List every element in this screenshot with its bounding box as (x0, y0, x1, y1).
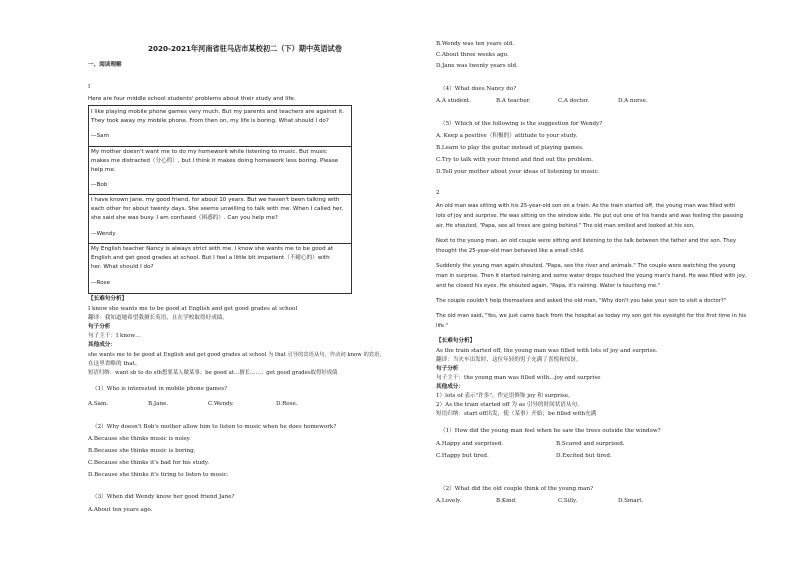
option-b[interactable]: B.A teacher. (496, 98, 531, 104)
letter-signature: —Bob (91, 182, 108, 188)
option-d[interactable]: D.Tell your mother about your ideas of listening to music. (436, 169, 600, 175)
letter-line: English and get good grades at school. But I feel a little bit impatient（不耐心的）with (91, 255, 330, 261)
letter-line: makes me distracted（分心的）, but I think it makes doing homework less boring. Please (91, 158, 339, 164)
question-3: （3）When did Wendy know her good friend Jane? (92, 494, 235, 500)
option-d[interactable]: D.Because she thinks it's tiring to listen to music. (88, 472, 229, 478)
exam-title: 2020-2021年河南省驻马店市某校初二（下）期中英语试卷 (148, 44, 342, 53)
option-c[interactable]: C.About three weeks ago. (436, 52, 509, 58)
question-1: （1）Who is interested in mobile phone games? (92, 386, 228, 392)
other-components-heading: 其他成分： (88, 342, 116, 348)
option-b[interactable]: B.Wendy was ten years old. (436, 41, 514, 47)
option-a[interactable]: A.Happy and surprised. (436, 441, 504, 447)
letter-line: help me. (91, 167, 116, 173)
passage-number: 2 (436, 190, 440, 196)
option-c[interactable]: C.Wendy. (208, 401, 234, 407)
letters-table (88, 105, 352, 294)
passage-line: thought the 25-year-old man behaved like a small child. (436, 248, 585, 254)
question-4: （4）What does Nancy do? (440, 86, 517, 92)
letter-line: My mother doesn't want me to do my homework while listening to music. But music (91, 149, 327, 155)
option-a[interactable]: A.Because she thinks music is noisy. (88, 436, 191, 442)
analysis-sentence: I know she wants me to be good at English and get good grades at school (88, 306, 298, 312)
option-a[interactable]: A. Keep a positive（积极的）attitude to your study. (436, 133, 578, 139)
other-components-heading: 其他成分： (436, 384, 464, 390)
option-d[interactable]: D.Excited but tired. (556, 453, 612, 459)
phrase-summary: 短语归纳：start off出发，使（某事）开始；be filled with充满 (436, 411, 597, 417)
passage-number: I (88, 84, 91, 90)
option-c[interactable]: C.Try to talk with your friend and find out the problem. (436, 157, 594, 163)
passage-line: The couple couldn't help themselves and asked the old man, "Why don't you take your son to visit a doctor?" (436, 298, 727, 304)
passage-intro: Here are four middle school students' problems about their study and life. (88, 96, 296, 102)
passage-line: lots of joy and surprise. He was sitting on the window side. He put out one of his hands and was feeling the passing (436, 213, 743, 219)
question-1: （1）How did the young man feel when he saw the trees outside the window? (440, 428, 661, 434)
option-a[interactable]: A.A student. (436, 98, 471, 104)
table-divider (89, 146, 351, 147)
option-d[interactable]: D.Rose. (276, 401, 298, 407)
question-2: （2）What did the old couple think of the young man? (440, 486, 594, 492)
option-d[interactable]: D.A nurse. (618, 98, 648, 104)
section-heading: 一、阅读理解 (88, 62, 122, 68)
passage-line: The old man said, "Yes, we just came back from the hospital as today my son got his eyesight for the first time in his (436, 313, 747, 319)
sentence-trunk: 句子主干：I know… (88, 333, 141, 339)
analysis-heading: 【长难句分析】 (88, 296, 128, 302)
option-b[interactable]: B.Because she thinks music is boring. (88, 448, 196, 454)
option-c[interactable]: C.Silly. (558, 498, 578, 504)
letter-line: she said she was busy. I am confused（困惑的）. Can you help me? (91, 215, 278, 221)
other-components-line: she wants me to be good at English and get good grades at school 为 that 引导的宾语从句，作动词 know 的宾语， (88, 352, 385, 358)
passage-line: Next to the young man, an old couple were sitting and listening to the talk between the father and the son. They (436, 238, 737, 244)
option-a[interactable]: A.Sam. (88, 401, 109, 407)
phrase-summary: 短语归纳：want sb to do sth想要某人做某事；be good at…擅长……；get good grades取得好成绩 (88, 370, 338, 376)
other-components-line: 2）As the train started off 为 as 引导的时间状语从句。 (436, 402, 583, 408)
analysis-heading: 【长难句分析】 (436, 338, 476, 344)
letter-line: I have known Jane, my good friend, for about 10 years. But we haven't been talking with (91, 197, 340, 203)
letter-line: They took away my mobile phone. From then on, my life is boring. What should I do? (91, 118, 329, 124)
letter-line: her. What should I do? (91, 264, 154, 270)
option-a[interactable]: A.About ten years ago. (88, 507, 153, 513)
option-b[interactable]: B.Kind. (496, 498, 517, 504)
letter-signature: —Rose (91, 280, 111, 286)
sentence-trunk: 句子主干：the young man was filled with…joy and surprise (436, 375, 601, 381)
letter-signature: —Sam (91, 133, 110, 139)
passage-line: air. He shouted, "Papa, see all trees are going behind." The old man smiled and looked at his son. (436, 223, 695, 229)
option-b[interactable]: B.Scared and surprised. (556, 441, 625, 447)
option-a[interactable]: A.Lovely. (436, 498, 462, 504)
passage-line: life." (436, 323, 449, 329)
letter-line: My English teacher Nancy is always strict with me. I know she wants me to be good at (91, 246, 334, 252)
other-components-line: 1）lots of 表示"许多"，作定语修饰 joy 和 surprise。 (436, 393, 574, 399)
passage-line: and he closed his eyes. He shouted again, "Papa, it's raining. Water is touching me." (436, 283, 661, 289)
option-b[interactable]: B.Jane. (148, 401, 169, 407)
translation: 翻译：当火车出发时，这位年轻的男子充满了喜悦和惊讶。 (436, 357, 582, 363)
option-d[interactable]: D.Smart. (618, 498, 644, 504)
option-d[interactable]: D.Jane was twenty years old. (436, 63, 518, 69)
table-divider (89, 243, 351, 244)
passage-line: man in surprise. Then it started raining and some water drops touched the young man's hand. He was filled with joy, (436, 273, 747, 279)
letter-line: each other for about twenty days. She seems unwilling to talk with me. When I called her, (91, 206, 344, 212)
translation: 翻译：我知道她希望我擅长英语，且在学校取得好成绩。 (88, 315, 228, 321)
option-c[interactable]: C.Happy but tired. (436, 453, 489, 459)
question-5: （5）Which of the following is the suggestion for Wendy? (440, 121, 603, 127)
table-divider (89, 194, 351, 195)
analysis-sentence: As the train started off, the young man was filled with lots of joy and surprise. (436, 348, 658, 354)
letter-signature: —Wendy (91, 231, 116, 237)
question-2: （2）Why doesn't Bob's mother allow him to listen to music when he does homework? (92, 424, 337, 430)
option-c[interactable]: C.Because she thinks it's bad for his study. (88, 460, 210, 466)
structure-heading: 句子分析 (88, 324, 111, 330)
passage-line: An old man was sitting with his 25-year-old son on a train. As the train started off, the young man was filled with (436, 203, 736, 209)
option-b[interactable]: B.Learn to play the guitar instead of playing games. (436, 145, 584, 151)
structure-heading: 句子分析 (436, 366, 459, 372)
other-components-line: 在这里省略的 that。 (88, 361, 141, 367)
passage-line: Suddenly the young man again shouted, "Papa, see the river and animals." The couple were watching the young (436, 263, 736, 269)
letter-line: I like playing mobile phone games very much. But my parents and teachers are against it. (91, 109, 345, 115)
option-c[interactable]: C.A doctor. (558, 98, 590, 104)
